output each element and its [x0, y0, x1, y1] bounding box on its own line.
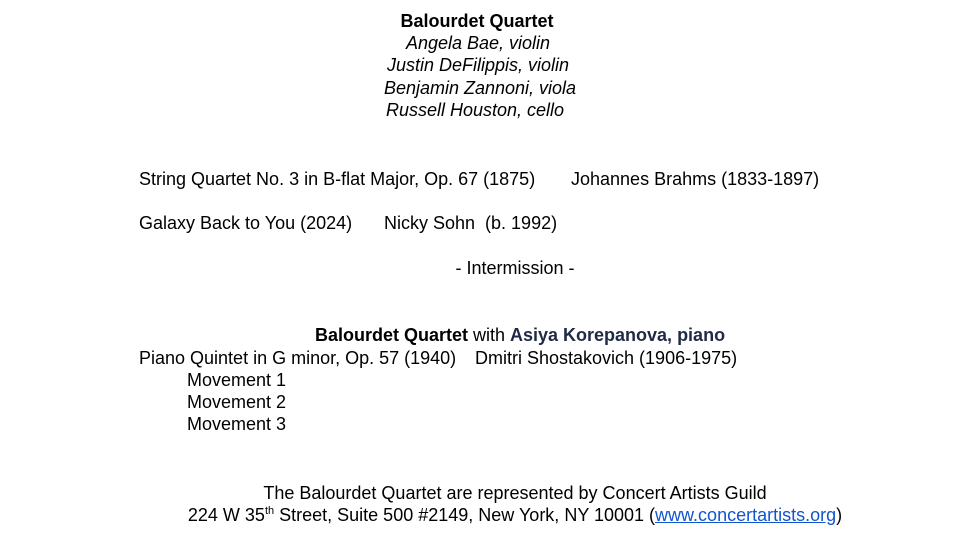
address-pre: 224 W 35 — [187, 505, 265, 525]
composer-2: Nicky Sohn (b. 1992) — [384, 213, 558, 233]
guest-line-guest: Asiya Korepanova, piano — [510, 325, 726, 345]
address-sup: th — [264, 505, 275, 517]
program-item-2: Galaxy Back to You (2024) — [139, 213, 353, 233]
website-link[interactable]: www.concertartists.org — [655, 505, 837, 525]
member-2: Justin DeFilippis, violin — [386, 55, 570, 75]
footer-address — [35, 504, 960, 526]
member-1: Angela Bae, violin — [405, 33, 551, 53]
guest-line — [35, 302, 960, 346]
guest-line-ensemble: Balourdet Quartet — [314, 325, 468, 345]
guest-line-with: with — [467, 325, 510, 345]
movement-2: Movement 2 — [187, 392, 287, 412]
address-post: Street, Suite 500 #2149, New York, NY 10001 ( — [274, 505, 656, 525]
intermission: - Intermission - — [455, 258, 575, 278]
footer-representation: The Balourdet Quartet are represented by Concert Artists Guild — [263, 483, 767, 503]
second-half-work: Piano Quintet in G minor, Op. 57 (1940) — [139, 348, 457, 368]
member-3: Benjamin Zannoni, viola — [383, 78, 577, 98]
program-item-1 — [139, 168, 535, 190]
member-4: Russell Houston, cello — [385, 100, 565, 120]
movement-1: Movement 1 — [187, 370, 287, 390]
composer-1: Johannes Brahms (1833-1897) — [571, 169, 820, 189]
address-close: ) — [836, 505, 843, 525]
second-half-composer: Dmitri Shostakovich (1906-1975) — [475, 348, 738, 368]
work-title: String Quartet No. 3 in B-flat Major, Op. 67 (1875) — [139, 169, 536, 189]
ensemble-title: Balourdet Quartet — [400, 11, 554, 31]
movement-3: Movement 3 — [187, 414, 287, 434]
